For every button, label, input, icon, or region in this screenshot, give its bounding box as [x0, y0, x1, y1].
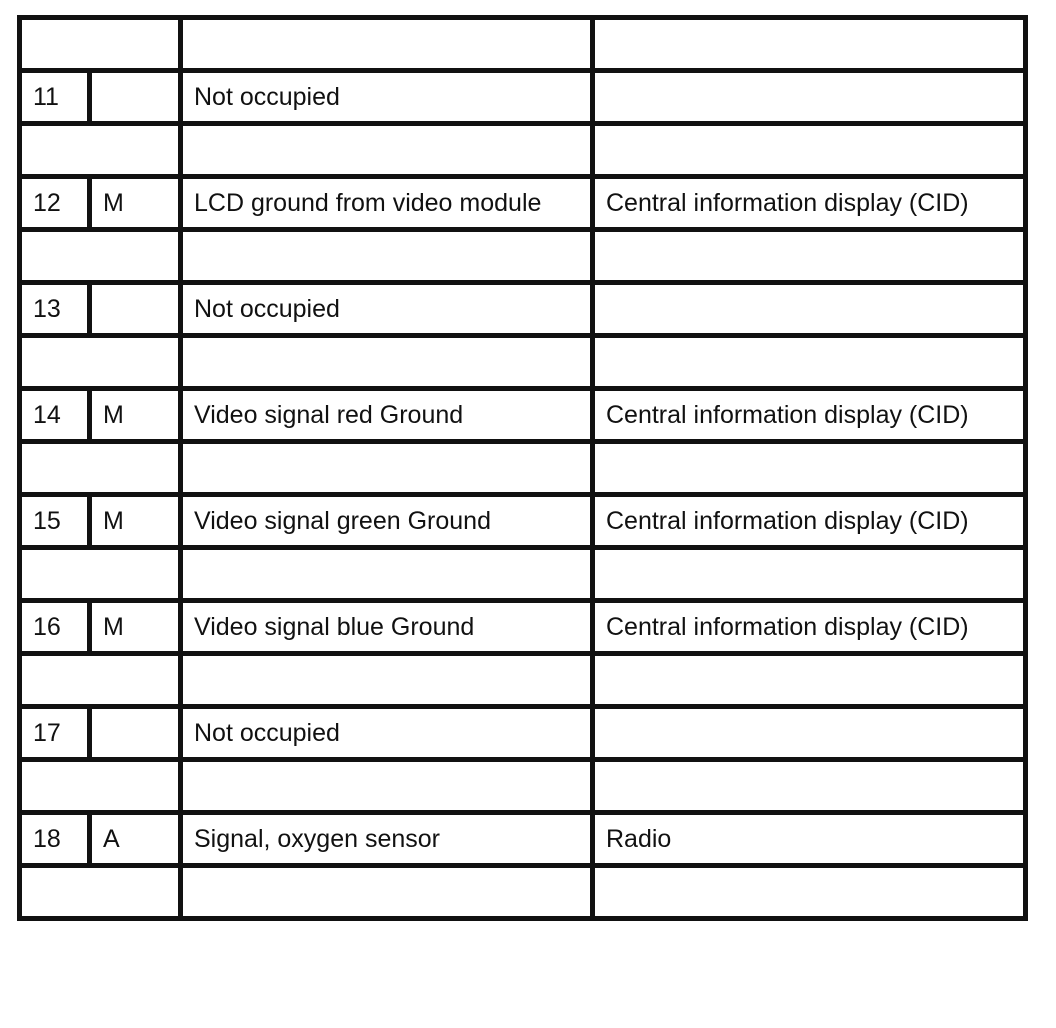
- table-row: [20, 813, 1026, 866]
- description-cell: Not occupied: [181, 707, 593, 760]
- component-cell: [593, 124, 1026, 177]
- table-row: [20, 495, 1026, 548]
- description-cell: [181, 866, 593, 919]
- pin-cell: [20, 654, 181, 707]
- component-cell: [593, 18, 1026, 71]
- component-cell: Central information display (CID): [593, 601, 1026, 654]
- type-cell: M: [90, 495, 181, 548]
- pin-cell: [20, 760, 181, 813]
- table-spacer-row: [20, 18, 1026, 71]
- type-cell: M: [90, 601, 181, 654]
- table-row: [20, 283, 1026, 336]
- pin-cell: 13: [20, 283, 90, 336]
- pin-cell: [20, 548, 181, 601]
- description-cell: Video signal green Ground: [181, 495, 593, 548]
- table-spacer-row: [20, 124, 1026, 177]
- pin-cell: 17: [20, 707, 90, 760]
- pin-table-body: [20, 18, 1026, 919]
- component-cell: [593, 442, 1026, 495]
- pin-cell: 18: [20, 813, 90, 866]
- component-cell: [593, 760, 1026, 813]
- pin-cell: 15: [20, 495, 90, 548]
- table-row: [20, 707, 1026, 760]
- type-cell: M: [90, 177, 181, 230]
- type-cell: M: [90, 389, 181, 442]
- description-cell: [181, 230, 593, 283]
- pin-cell: [20, 230, 181, 283]
- description-cell: Video signal blue Ground: [181, 601, 593, 654]
- component-cell: Central information display (CID): [593, 389, 1026, 442]
- description-cell: Not occupied: [181, 71, 593, 124]
- description-cell: [181, 124, 593, 177]
- pin-cell: 12: [20, 177, 90, 230]
- type-cell: A: [90, 813, 181, 866]
- description-cell: Not occupied: [181, 283, 593, 336]
- table-spacer-row: [20, 336, 1026, 389]
- pin-cell: 16: [20, 601, 90, 654]
- table-spacer-row: [20, 866, 1026, 919]
- table-row: [20, 71, 1026, 124]
- pin-cell: [20, 336, 181, 389]
- component-cell: Central information display (CID): [593, 495, 1026, 548]
- table-row: [20, 601, 1026, 654]
- pin-cell: [20, 866, 181, 919]
- pin-cell: [20, 124, 181, 177]
- table-row: [20, 389, 1026, 442]
- description-cell: Signal, oxygen sensor: [181, 813, 593, 866]
- description-cell: [181, 760, 593, 813]
- component-cell: Radio: [593, 813, 1026, 866]
- pin-assignment-table: [17, 15, 1028, 921]
- table-spacer-row: [20, 760, 1026, 813]
- component-cell: [593, 654, 1026, 707]
- description-cell: [181, 442, 593, 495]
- type-cell: [90, 707, 181, 760]
- table-row: [20, 177, 1026, 230]
- component-cell: [593, 230, 1026, 283]
- component-cell: [593, 707, 1026, 760]
- component-cell: Central information display (CID): [593, 177, 1026, 230]
- description-cell: LCD ground from video module: [181, 177, 593, 230]
- pin-cell: [20, 18, 181, 71]
- table-spacer-row: [20, 442, 1026, 495]
- description-cell: [181, 336, 593, 389]
- description-cell: [181, 18, 593, 71]
- component-cell: [593, 336, 1026, 389]
- type-cell: [90, 71, 181, 124]
- pin-cell: 14: [20, 389, 90, 442]
- component-cell: [593, 283, 1026, 336]
- table-spacer-row: [20, 230, 1026, 283]
- component-cell: [593, 71, 1026, 124]
- description-cell: Video signal red Ground: [181, 389, 593, 442]
- component-cell: [593, 548, 1026, 601]
- component-cell: [593, 866, 1026, 919]
- pin-cell: [20, 442, 181, 495]
- type-cell: [90, 283, 181, 336]
- table-spacer-row: [20, 548, 1026, 601]
- table-spacer-row: [20, 654, 1026, 707]
- pin-cell: 11: [20, 71, 90, 124]
- description-cell: [181, 654, 593, 707]
- description-cell: [181, 548, 593, 601]
